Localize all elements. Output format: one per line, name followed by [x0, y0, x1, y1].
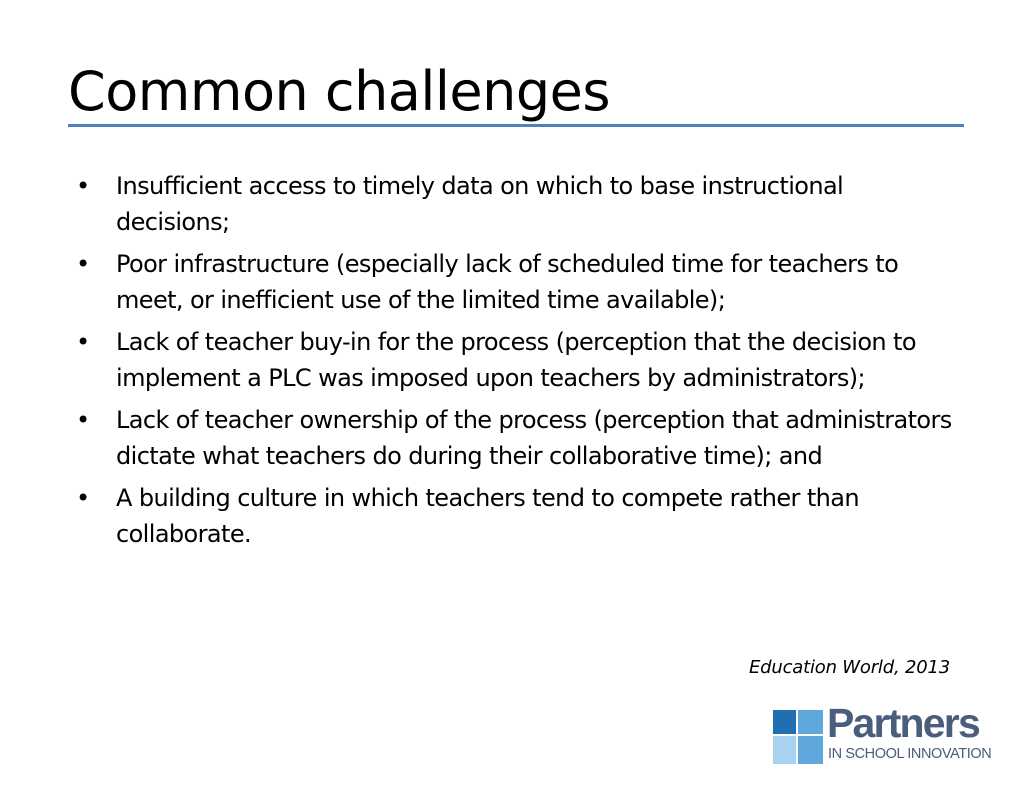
source-citation: Education World, 2013 [748, 657, 950, 678]
bullet-glyph: • [76, 250, 90, 278]
logo-square-dark [773, 710, 796, 734]
bullet-glyph: • [76, 172, 90, 200]
logo-tagline: IN SCHOOL INNOVATION [828, 746, 992, 762]
bullet-item [70, 324, 962, 396]
bullet-item [70, 246, 962, 318]
title-underline [68, 124, 964, 127]
bullet-glyph: • [76, 328, 90, 356]
logo-square-light [773, 736, 796, 764]
bullet-text: Lack of teacher buy-in for the process (perception that the decision to implement a PLC was imposed upon teachers by administrators); [116, 328, 916, 392]
blue-squares-logo-icon [773, 710, 823, 764]
bullet-item [70, 168, 962, 240]
bullet-item [70, 480, 962, 552]
logo-square-mid-lower [798, 736, 823, 764]
slide-title: Common challenges [68, 60, 610, 123]
bullet-item [70, 402, 962, 474]
bullet-list [70, 168, 962, 558]
logo-square-mid [798, 710, 823, 734]
bullet-glyph: • [76, 406, 90, 434]
bullet-text: Lack of teacher ownership of the process (perception that administrators dictate what teachers do during their collaborative time); and [116, 406, 952, 470]
bullet-text: A building culture in which teachers tend to compete rather than collaborate. [116, 484, 859, 548]
bullet-text: Poor infrastructure (especially lack of scheduled time for teachers to meet, or inefficient use of the limited time available); [116, 250, 899, 314]
partners-logo [773, 700, 1003, 766]
bullet-glyph: • [76, 484, 90, 512]
logo-wordmark: Partners [827, 700, 979, 746]
bullet-text: Insufficient access to timely data on which to base instructional decisions; [116, 172, 844, 236]
